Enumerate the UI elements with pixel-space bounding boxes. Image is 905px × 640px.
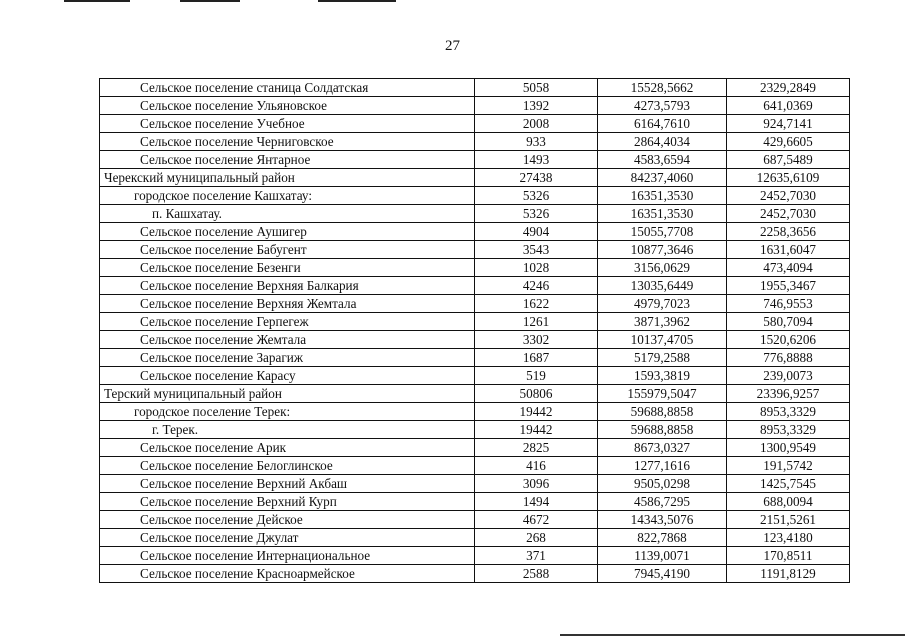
table-row	[100, 259, 850, 277]
value-cell-col-2: 4273,5793	[598, 97, 727, 115]
value-cell-col-1: 19442	[475, 421, 598, 439]
table-row	[100, 205, 850, 223]
settlement-name-cell: Сельское поселение Арик	[100, 439, 475, 457]
value-cell-col-2: 1593,3819	[598, 367, 727, 385]
value-cell-col-1: 1494	[475, 493, 598, 511]
table-row	[100, 421, 850, 439]
value-cell-col-2: 16351,3530	[598, 205, 727, 223]
value-cell-col-3: 688,0094	[727, 493, 850, 511]
table-row	[100, 475, 850, 493]
settlement-name-cell: Сельское поселение Верхний Акбаш	[100, 475, 475, 493]
settlement-name-cell: г. Терек.	[100, 421, 475, 439]
value-cell-col-1: 2825	[475, 439, 598, 457]
value-cell-col-2: 2864,4034	[598, 133, 727, 151]
settlement-name-cell: Сельское поселение Красноармейское	[100, 565, 475, 583]
value-cell-col-3: 8953,3329	[727, 421, 850, 439]
settlement-name-cell: Сельское поселение Аушигер	[100, 223, 475, 241]
table-row	[100, 457, 850, 475]
settlement-name-cell: Сельское поселение Дейское	[100, 511, 475, 529]
value-cell-col-3: 924,7141	[727, 115, 850, 133]
page-number: 27	[445, 38, 460, 54]
value-cell-col-3: 2258,3656	[727, 223, 850, 241]
value-cell-col-3: 746,9553	[727, 295, 850, 313]
table-row	[100, 331, 850, 349]
value-cell-col-2: 1139,0071	[598, 547, 727, 565]
value-cell-col-3: 776,8888	[727, 349, 850, 367]
value-cell-col-1: 1392	[475, 97, 598, 115]
value-cell-col-2: 59688,8858	[598, 421, 727, 439]
value-cell-col-1: 4246	[475, 277, 598, 295]
value-cell-col-1: 3543	[475, 241, 598, 259]
value-cell-col-2: 4583,6594	[598, 151, 727, 169]
settlement-name-cell: Сельское поселение Белоглинское	[100, 457, 475, 475]
value-cell-col-3: 170,8511	[727, 547, 850, 565]
settlement-name-cell: Сельское поселение Карасу	[100, 367, 475, 385]
value-cell-col-3: 191,5742	[727, 457, 850, 475]
table-row	[100, 151, 850, 169]
settlement-name-cell: Сельское поселение Верхняя Жемтала	[100, 295, 475, 313]
settlements-table-body	[100, 79, 850, 583]
value-cell-col-2: 822,7868	[598, 529, 727, 547]
value-cell-col-1: 2008	[475, 115, 598, 133]
value-cell-col-2: 3871,3962	[598, 313, 727, 331]
settlement-name-cell: Сельское поселение Интернациональное	[100, 547, 475, 565]
value-cell-col-3: 2329,2849	[727, 79, 850, 97]
value-cell-col-1: 1261	[475, 313, 598, 331]
value-cell-col-3: 473,4094	[727, 259, 850, 277]
value-cell-col-1: 50806	[475, 385, 598, 403]
value-cell-col-2: 15055,7708	[598, 223, 727, 241]
settlement-name-cell: Черекский муниципальный район	[100, 169, 475, 187]
table-row	[100, 79, 850, 97]
value-cell-col-2: 4586,7295	[598, 493, 727, 511]
value-cell-col-3: 8953,3329	[727, 403, 850, 421]
settlement-name-cell: Сельское поселение Верхний Курп	[100, 493, 475, 511]
settlement-name-cell: Сельское поселение Янтарное	[100, 151, 475, 169]
value-cell-col-2: 4979,7023	[598, 295, 727, 313]
table-row	[100, 295, 850, 313]
value-cell-col-1: 1028	[475, 259, 598, 277]
value-cell-col-1: 268	[475, 529, 598, 547]
value-cell-col-1: 4672	[475, 511, 598, 529]
value-cell-col-1: 3096	[475, 475, 598, 493]
settlement-name-cell: городское поселение Терек:	[100, 403, 475, 421]
value-cell-col-2: 14343,5076	[598, 511, 727, 529]
table-row	[100, 349, 850, 367]
table-row	[100, 187, 850, 205]
value-cell-col-1: 4904	[475, 223, 598, 241]
value-cell-col-1: 933	[475, 133, 598, 151]
value-cell-col-1: 5326	[475, 187, 598, 205]
settlement-name-cell: Сельское поселение Черниговское	[100, 133, 475, 151]
settlement-name-cell: Сельское поселение Ульяновское	[100, 97, 475, 115]
top-scan-rule-middle	[180, 0, 240, 2]
value-cell-col-1: 1622	[475, 295, 598, 313]
value-cell-col-2: 1277,1616	[598, 457, 727, 475]
value-cell-col-3: 1631,6047	[727, 241, 850, 259]
value-cell-col-3: 239,0073	[727, 367, 850, 385]
value-cell-col-2: 59688,8858	[598, 403, 727, 421]
settlement-name-cell: Сельское поселение Учебное	[100, 115, 475, 133]
value-cell-col-3: 23396,9257	[727, 385, 850, 403]
table-row	[100, 169, 850, 187]
value-cell-col-3: 1425,7545	[727, 475, 850, 493]
value-cell-col-2: 3156,0629	[598, 259, 727, 277]
value-cell-col-1: 2588	[475, 565, 598, 583]
value-cell-col-1: 27438	[475, 169, 598, 187]
value-cell-col-2: 7945,4190	[598, 565, 727, 583]
value-cell-col-2: 5179,2588	[598, 349, 727, 367]
value-cell-col-2: 10877,3646	[598, 241, 727, 259]
settlement-name-cell: п. Кашхатау.	[100, 205, 475, 223]
value-cell-col-1: 3302	[475, 331, 598, 349]
value-cell-col-3: 2452,7030	[727, 205, 850, 223]
settlement-name-cell: городское поселение Кашхатау:	[100, 187, 475, 205]
value-cell-col-3: 1300,9549	[727, 439, 850, 457]
table-row	[100, 115, 850, 133]
settlements-table	[99, 78, 850, 583]
value-cell-col-2: 84237,4060	[598, 169, 727, 187]
bottom-scan-rule	[560, 634, 905, 636]
value-cell-col-2: 10137,4705	[598, 331, 727, 349]
value-cell-col-1: 519	[475, 367, 598, 385]
value-cell-col-1: 371	[475, 547, 598, 565]
table-row	[100, 277, 850, 295]
table-row	[100, 403, 850, 421]
settlement-name-cell: Сельское поселение Верхняя Балкария	[100, 277, 475, 295]
settlement-name-cell: Сельское поселение Бабугент	[100, 241, 475, 259]
value-cell-col-1: 19442	[475, 403, 598, 421]
settlement-name-cell: Сельское поселение Зарагиж	[100, 349, 475, 367]
table-row	[100, 493, 850, 511]
table-row	[100, 313, 850, 331]
table-row	[100, 511, 850, 529]
value-cell-col-2: 155979,5047	[598, 385, 727, 403]
value-cell-col-1: 5058	[475, 79, 598, 97]
table-row	[100, 367, 850, 385]
value-cell-col-3: 123,4180	[727, 529, 850, 547]
value-cell-col-3: 580,7094	[727, 313, 850, 331]
value-cell-col-2: 8673,0327	[598, 439, 727, 457]
value-cell-col-3: 12635,6109	[727, 169, 850, 187]
value-cell-col-2: 9505,0298	[598, 475, 727, 493]
value-cell-col-1: 1493	[475, 151, 598, 169]
table-row	[100, 529, 850, 547]
settlement-name-cell: Терский муниципальный район	[100, 385, 475, 403]
value-cell-col-3: 687,5489	[727, 151, 850, 169]
table-row	[100, 133, 850, 151]
value-cell-col-2: 13035,6449	[598, 277, 727, 295]
settlement-name-cell: Сельское поселение Жемтала	[100, 331, 475, 349]
value-cell-col-3: 1191,8129	[727, 565, 850, 583]
value-cell-col-3: 2151,5261	[727, 511, 850, 529]
table-row	[100, 223, 850, 241]
value-cell-col-2: 16351,3530	[598, 187, 727, 205]
settlement-name-cell: Сельское поселение Безенги	[100, 259, 475, 277]
value-cell-col-2: 6164,7610	[598, 115, 727, 133]
table-row	[100, 385, 850, 403]
settlement-name-cell: Сельское поселение Джулат	[100, 529, 475, 547]
value-cell-col-2: 15528,5662	[598, 79, 727, 97]
table-row	[100, 547, 850, 565]
value-cell-col-1: 1687	[475, 349, 598, 367]
top-scan-rule-left	[64, 0, 130, 2]
table-row	[100, 565, 850, 583]
settlement-name-cell: Сельское поселение Герпегеж	[100, 313, 475, 331]
settlement-name-cell: Сельское поселение станица Солдатская	[100, 79, 475, 97]
value-cell-col-3: 429,6605	[727, 133, 850, 151]
value-cell-col-3: 1955,3467	[727, 277, 850, 295]
value-cell-col-3: 1520,6206	[727, 331, 850, 349]
value-cell-col-1: 5326	[475, 205, 598, 223]
table-row	[100, 439, 850, 457]
top-scan-rule-right	[318, 0, 396, 2]
value-cell-col-3: 2452,7030	[727, 187, 850, 205]
value-cell-col-3: 641,0369	[727, 97, 850, 115]
table-row	[100, 97, 850, 115]
table-row	[100, 241, 850, 259]
value-cell-col-1: 416	[475, 457, 598, 475]
